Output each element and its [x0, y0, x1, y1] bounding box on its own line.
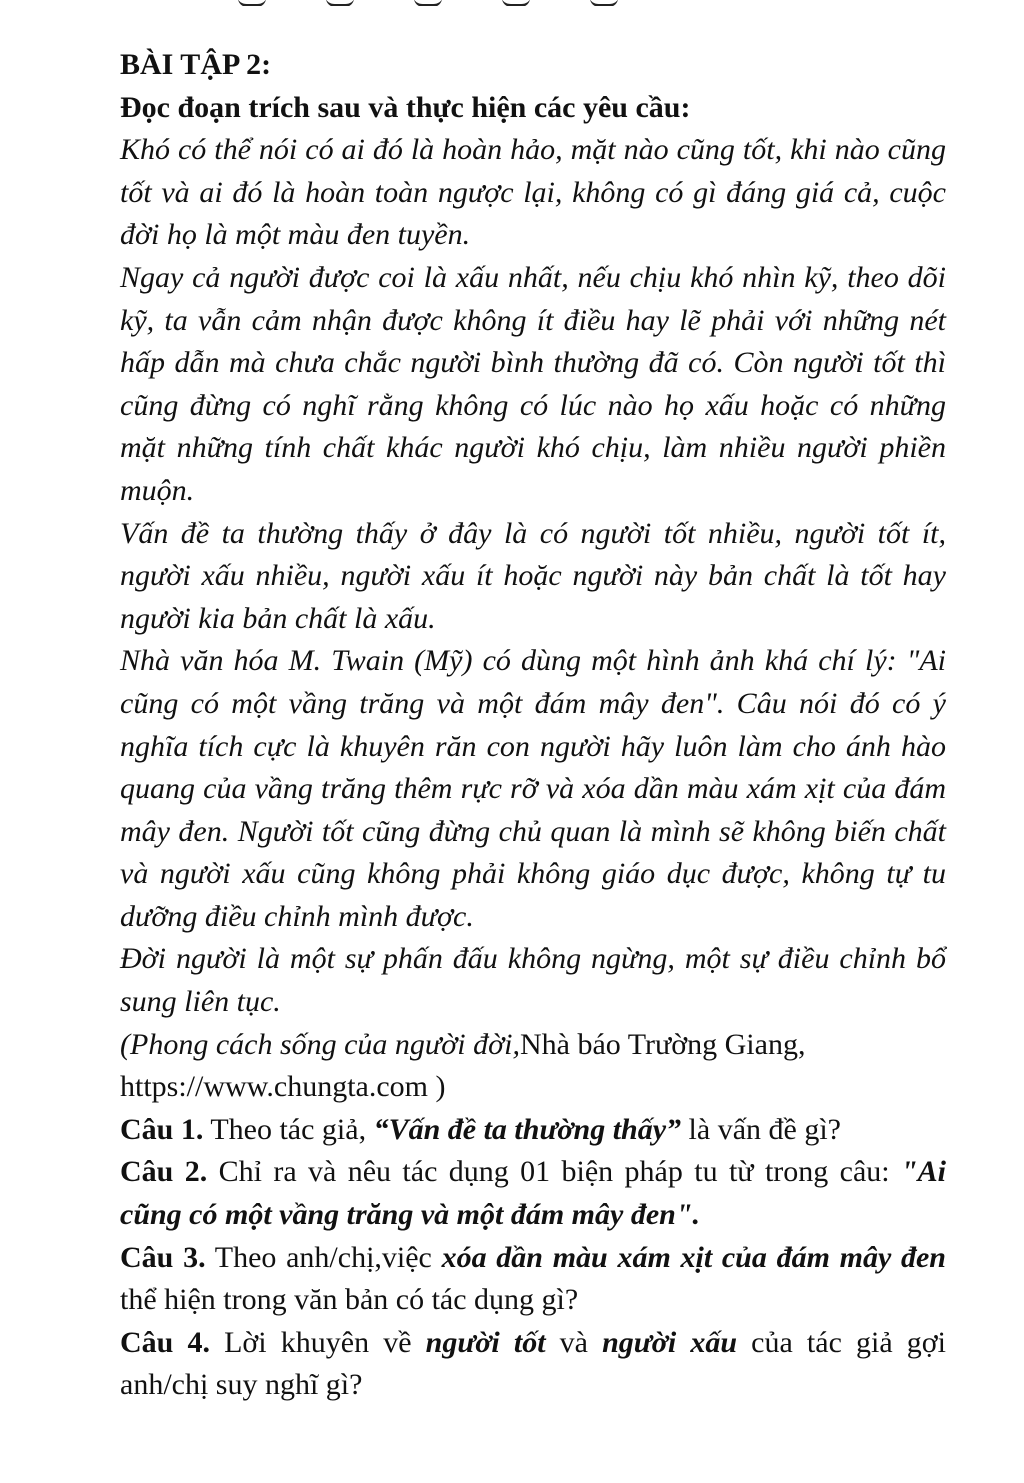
question-3-label: Câu 3.: [120, 1240, 206, 1274]
question-4-label: Câu 4.: [120, 1325, 210, 1359]
question-2-label: Câu 2.: [120, 1155, 208, 1189]
passage-paragraph-5: Đời người là một sự phấn đấu không ngừng, một sự điều chỉnh bổ sung liên tục.: [120, 942, 946, 1019]
question-1: [120, 1109, 946, 1152]
passage-paragraph-2: Ngay cả người được coi là xấu nhất, nếu chịu khó nhìn kỹ, theo dõi kỹ, ta vẫn cảm nhận được không ít điều hay lẽ phải với những nét hấp dẫn mà chưa chắc người bình thường đã có. Còn người tốt thì cũng đừng có nghĩ rằng không có lúc nào họ xấu hoặc có những mặt những tính chất khác người khó chịu, làm nhiều người phiền muộn.: [120, 260, 946, 507]
question-2-emphasis: "Ai cũng có một vầng trăng và một đám mây đen".: [120, 1155, 946, 1232]
question-1-text-end: là vấn đề gì?: [681, 1112, 841, 1146]
exercise-instruction: Đọc đoạn trích sau và thực hiện các yêu cầu:: [120, 90, 691, 124]
worksheet-page: [120, 44, 946, 1407]
exercise-title: BÀI TẬP 2:: [120, 48, 272, 81]
cropped-previous-line: [238, 0, 738, 6]
question-4-emphasis-2: người xấu: [602, 1325, 738, 1359]
passage-source: [120, 1024, 946, 1109]
question-2: [120, 1151, 946, 1236]
question-1-emphasis: “Vấn đề ta thường thấy”: [373, 1112, 682, 1146]
source-url: https://www.chungta.com ): [120, 1070, 446, 1104]
question-1-label: Câu 1.: [120, 1112, 204, 1146]
question-1-text: Theo tác giả,: [203, 1112, 374, 1146]
question-3-emphasis: xóa dần màu xám xịt của đám mây đen: [441, 1240, 946, 1274]
passage-paragraph-3: Vấn đề ta thường thấy ở đây là có người tốt nhiều, người tốt ít, người xấu nhiều, người xấu ít hoặc người này bản chất là tốt hay người kia bản chất là xấu.: [120, 516, 946, 635]
question-4-emphasis: người tốt: [425, 1325, 546, 1359]
question-4-text-end: của tác giả gợi anh/chị suy nghĩ gì?: [120, 1325, 946, 1402]
question-2-text: Chỉ ra và nêu tác dụng 01 biện pháp tu từ trong câu:: [207, 1155, 901, 1189]
source-author: Nhà báo Trường Giang,: [520, 1027, 806, 1061]
source-title: (Phong cách sống của người đời,: [120, 1027, 520, 1061]
question-4-text: Lời khuyên về: [209, 1325, 426, 1359]
passage-paragraph-4: Nhà văn hóa M. Twain (Mỹ) có dùng một hình ảnh khá chí lý: "Ai cũng có một vầng trăng và một đám mây đen". Câu nói đó có ý nghĩa tích cực là khuyên răn con người hãy luôn làm cho ánh hào quang của vầng trăng thêm rực rỡ và xóa dần màu xám xịt của đám mây đen. Người tốt cũng đừng chủ quan là mình sẽ không biến chất và người xấu cũng không phải không giáo dục được, không tự tu dưỡng điều chỉnh mình được.: [120, 644, 946, 933]
passage-paragraph-1: Khó có thể nói có ai đó là hoàn hảo, mặt nào cũng tốt, khi nào cũng tốt và ai đó là hoàn toàn ngược lại, không có gì đáng giá cả, cuộc đời họ là một màu đen tuyền.: [120, 133, 946, 252]
question-4-text-middle: và: [545, 1325, 603, 1359]
question-3-text: Theo anh/chị,việc: [205, 1240, 442, 1274]
question-3-text-end: thể hiện trong văn bản có tác dụng gì?: [120, 1283, 579, 1317]
question-4: [120, 1322, 946, 1407]
question-3: [120, 1237, 946, 1322]
